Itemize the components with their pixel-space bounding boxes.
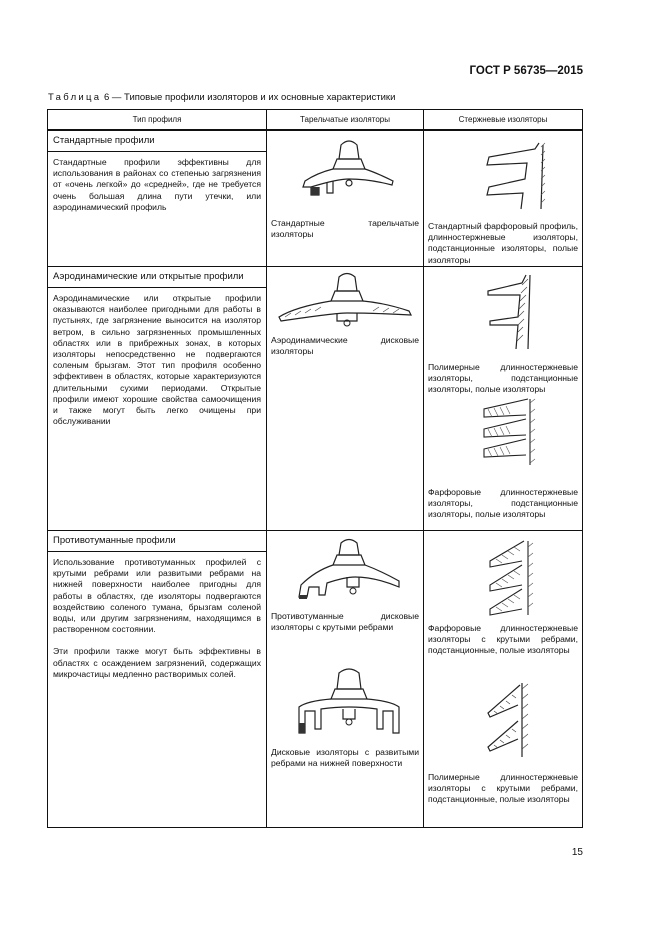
section-standard-rod-cell: [424, 131, 582, 266]
standard-porcelain-rod-drawing: [479, 141, 559, 211]
porcelain-rod-drawing: [476, 397, 546, 467]
table-caption: [48, 92, 395, 103]
rod-label-porcelain: Фарфоровые длинностержневые изоляторы, подстанционные изоляторы, полые изоляторы: [428, 487, 578, 520]
section-description: Стандартные профили эффективны для использования в районах со степенью загрязнения от «очень легкой» до «средней», где не требуется очень большая длина пути утечки, или аэродинамический профиль: [53, 157, 261, 212]
section-antifog-rod-cell: [424, 531, 582, 827]
section-standard: [48, 131, 582, 266]
polymer-rod-drawing: [482, 273, 542, 351]
section-aerodynamic: [48, 266, 582, 530]
table-header-row: [48, 110, 582, 131]
column-header-rod-insulators: Стержневые изоляторы: [458, 115, 548, 124]
rod-label-porcelain-steep: Фарфоровые длинностержневые изоляторы с крутыми ребрами, подстанционные, полые изоляторы: [428, 623, 578, 656]
section-title: Аэродинамические или открытые профили: [48, 267, 266, 288]
disc-label-developed-ribs: Дисковые изоляторы с развитыми ребрами на нижней поверхности: [271, 747, 419, 769]
rod-label: Стандартный фарфоровый профиль, длинностержневые изоляторы, подстанционные изоляторы, полые изоляторы: [428, 221, 578, 265]
disc-label-steep-ribs: Противотуманные дисковые изоляторы с крутыми ребрами: [271, 611, 419, 633]
aerodynamic-disc-insulator-drawing: [275, 271, 415, 331]
page-number: 15: [571, 847, 583, 858]
caption-text: 6 — Типовые профили изоляторов и их основные характеристики: [101, 92, 396, 103]
porcelain-rod-steep-ribs-drawing: [476, 539, 546, 617]
section-standard-description-cell: [48, 131, 267, 266]
section-standard-disc-cell: [267, 131, 424, 266]
section-antifog-description-cell: [48, 531, 267, 827]
antifog-disc-steep-ribs-drawing: [295, 537, 403, 609]
caption-label: Таблица: [48, 92, 102, 103]
document-header: ГОСТ Р 56735—2015: [469, 65, 583, 77]
section-description: Использование противотуманных профилей с крутыми ребрами или развитыми ребрами на нижней поверхности наиболее пригодны для работы в областях, где изоляторы подвергаются воздействию соленого тумана, брызгам соленой воды, или другим загрязнениям, находящимся в растворенном состоянии. Эти профили также могут быть эффективны в областях с осаждением загрязнений, содержащих микрочастицы медленно растворимых солей.: [53, 557, 261, 679]
polymer-rod-steep-ribs-drawing: [476, 681, 546, 759]
insulator-profiles-table: [47, 109, 583, 828]
section-description: Аэродинамические или открытые профили оказываются наиболее пригодными для работы в пустынях, где загрязнение выносится на изолятор ветром, в сильно загрязненных промышленных областях или в прибрежных зонах, в которых изоляторы непосредственно не подвергаются соленым брызгам. Этот тип профиля особенно эффективен в областях, которые характеризуются длительными сухими периодами. Открытые профили имеют хорошие свойства самоочищения и также могут быть легко очищены при обслуживании: [53, 293, 261, 427]
disc-label: Аэродинамические дисковые изоляторы: [271, 335, 419, 357]
section-aerodynamic-rod-cell: [424, 267, 582, 530]
column-header-disc-insulators: Тарельчатые изоляторы: [267, 110, 424, 129]
section-aerodynamic-disc-cell: [267, 267, 424, 530]
section-title: Стандартные профили: [48, 131, 266, 152]
section-antifog: [48, 530, 582, 827]
antifog-disc-developed-ribs-drawing: [295, 667, 403, 739]
disc-label: Стандартные тарельчатые изоляторы: [271, 218, 419, 240]
rod-label-polymer: Полимерные длинностержневые изоляторы, подстанционные изоляторы, полые изоляторы: [428, 362, 578, 395]
section-title: Противотуманные профили: [48, 531, 266, 552]
column-header-profile-type: Тип профиля: [48, 110, 267, 129]
section-aerodynamic-description-cell: [48, 267, 267, 530]
rod-label-polymer-steep: Полимерные длинностержневые изоляторы с крутыми ребрами, подстанционные, полые изоляторы: [428, 772, 578, 805]
section-antifog-disc-cell: [267, 531, 424, 827]
standard-disc-insulator-drawing: [297, 137, 397, 199]
